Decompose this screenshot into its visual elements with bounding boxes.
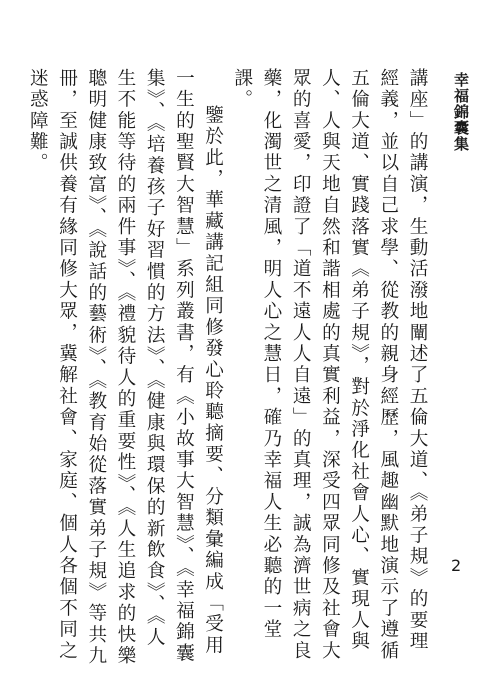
page-number: 2 bbox=[451, 556, 462, 575]
book-title: 幸福錦囊集 bbox=[452, 72, 470, 152]
body-text bbox=[27, 68, 432, 668]
paragraph-series-intro: 鑒於此，華藏講記組同修發心聆聽摘要、分類彙編成「受用一生的聖賢大智慧」系列叢書，有《小故事大智慧》、《幸福錦囊集》、《培養孩子好習慣的方法》、《健康與環保的新飲食》、《人生不能等待的兩件事》、《禮貌待人的重要性》、《人生追求的快樂聰明健康致富》、《說話的藝術》、《教育始從落實弟子規》等共九冊，至誠供養有緣同修大眾，冀解社會、家庭、個人各個不同之迷惑障難。 bbox=[27, 68, 224, 667]
paragraph-continued: 講座」的講演，生動活潑地闡述了五倫大道、《弟子規》的要理經義，並以自己求學、從教的親身經歷，風趣幽默地演示了遵循五倫大道、實踐落實《弟子規》，對於淨化社會人心、實現人與人、人與天地自然和諧相處的真實利益，深受四眾同修及社會大眾的喜愛，印證了「道不遠人人自遠」的真理，誠為濟世病之良藥，化濁世之清風，明人心之慧日，確乃幸福人生必聽的一堂課。 bbox=[231, 68, 428, 662]
